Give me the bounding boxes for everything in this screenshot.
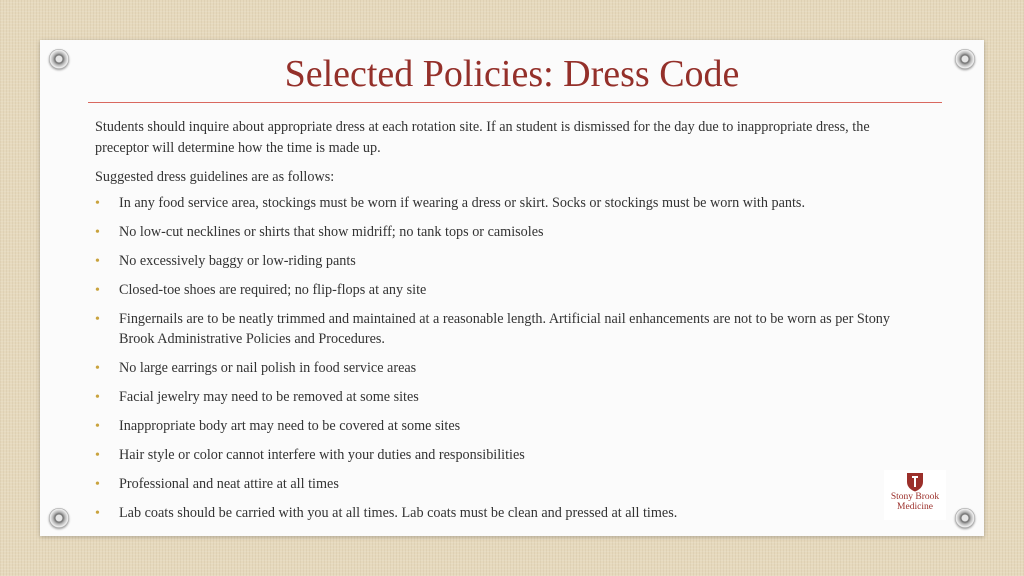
bullet-icon: •	[95, 506, 100, 522]
bullet-icon: •	[95, 360, 100, 376]
list-item-text: Closed-toe shoes are required; no flip-flops at any site	[119, 282, 427, 299]
list-item-text: In any food service area, stockings must be worn if wearing a dress or skirt. Socks or stockings must be worn with pants.	[119, 195, 805, 211]
list-item	[95, 223, 895, 243]
list-item-text: Fingernails are to be neatly trimmed and maintained at a reasonable length. Artificial nail enhancements are not to be worn as per Stony Brook Administrative Policies and Procedures.	[119, 311, 890, 347]
list-item-text: Lab coats should be carried with you at all times. Lab coats must be clean and pressed at all times.	[119, 505, 678, 522]
list-item	[95, 388, 895, 408]
list-item	[95, 475, 895, 495]
list-item	[95, 417, 895, 437]
logo-line-1: Stony Brook	[890, 492, 940, 502]
list-item-text: Hair style or color cannot interfere with your duties and responsibilities	[119, 447, 525, 464]
bullet-icon: •	[95, 196, 100, 211]
shield-icon	[906, 472, 924, 492]
list-item-text: Inappropriate body art may need to be covered at some sites	[119, 418, 461, 435]
bullet-icon: •	[95, 283, 100, 299]
logo-line-2: Medicine	[897, 502, 933, 512]
list-item-text: Facial jewelry may need to be removed at some sites	[119, 389, 419, 406]
list-item-text: Professional and neat attire at all times	[119, 476, 339, 493]
list-item	[95, 310, 895, 349]
intro-paragraph: Students should inquire about appropriate dress at each rotation site. If an student is dismissed for the day due to inappropriate dress, the preceptor will determine how the time is made up.	[95, 119, 870, 156]
slide-title: Selected Policies: Dress Code	[284, 53, 740, 95]
bullet-icon: •	[95, 254, 100, 270]
list-item	[95, 281, 895, 301]
list-item-text: No large earrings or nail polish in food service areas	[119, 359, 417, 376]
list-item	[95, 504, 895, 524]
bullet-icon: •	[95, 225, 100, 241]
pushpin-icon	[955, 508, 975, 528]
bullet-icon: •	[95, 390, 100, 406]
list-item	[95, 252, 895, 272]
list-item-text: No low-cut necklines or shirts that show midriff; no tank tops or camisoles	[119, 224, 544, 241]
guideline-list	[95, 194, 895, 524]
list-item	[95, 446, 895, 466]
lead-paragraph: Suggested dress guidelines are as follows:	[95, 169, 335, 185]
list-item-text: No excessively baggy or low-riding pants	[119, 253, 356, 270]
bullet-icon: •	[95, 477, 100, 493]
list-item	[95, 359, 895, 379]
list-item	[95, 194, 895, 214]
bullet-icon: •	[95, 448, 100, 464]
bullet-icon: •	[95, 312, 100, 328]
bullet-icon: •	[95, 419, 100, 435]
pushpin-icon	[49, 508, 69, 528]
slide-content	[95, 117, 895, 534]
title-divider	[88, 102, 942, 103]
stony-brook-medicine-logo	[884, 470, 946, 520]
